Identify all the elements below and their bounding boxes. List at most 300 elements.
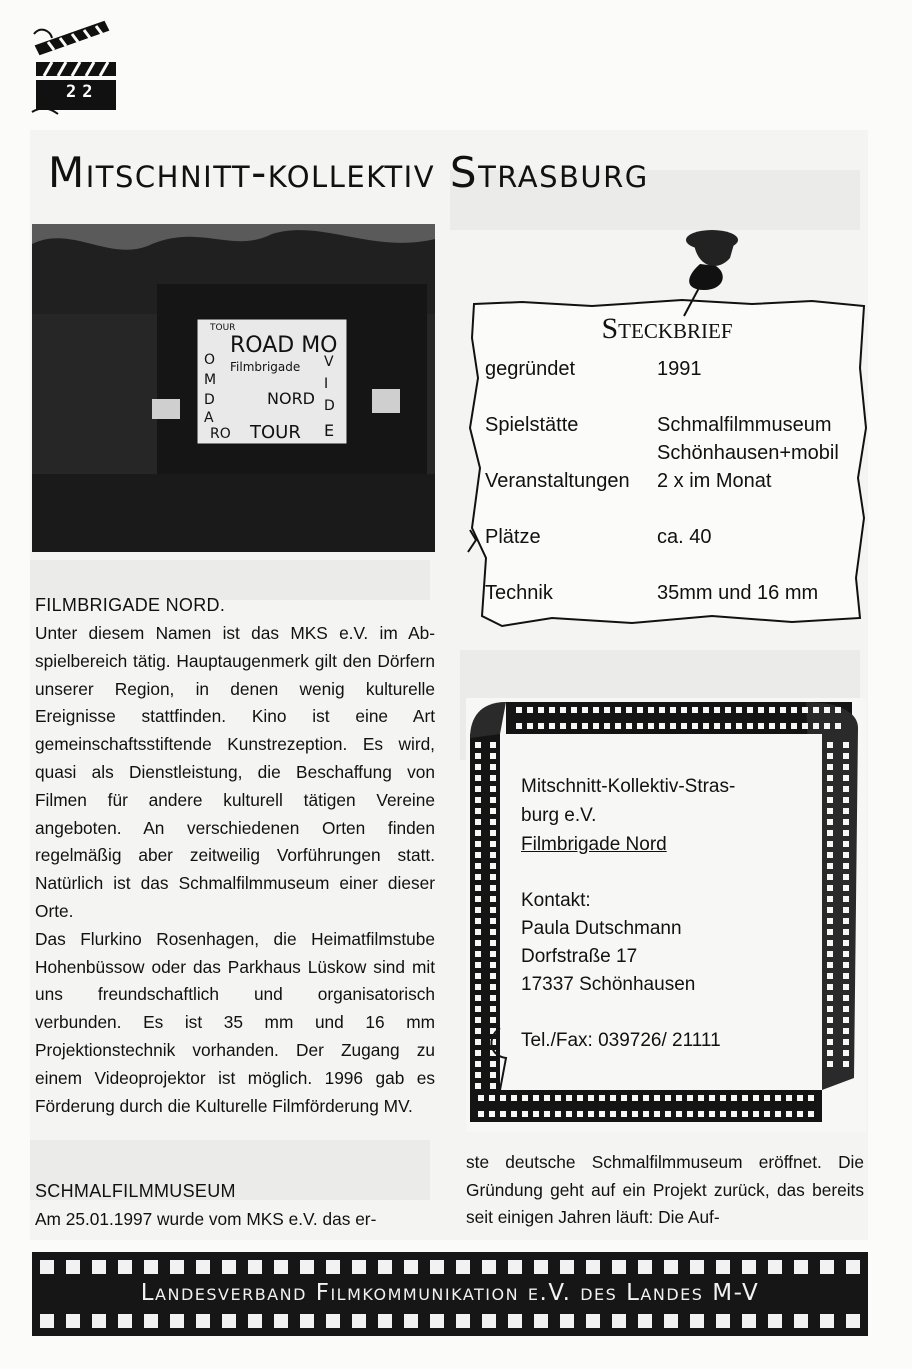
film-perforation [352, 1314, 366, 1328]
film-perforation [843, 1039, 849, 1045]
film-perforation [742, 1314, 756, 1328]
film-perforation [490, 1072, 496, 1078]
film-perforation [533, 1111, 539, 1117]
film-perforation [843, 918, 849, 924]
film-perforation [794, 1314, 808, 1328]
film-perforation [490, 830, 496, 836]
film-perforation [490, 1083, 496, 1089]
film-perforation [638, 1314, 652, 1328]
film-perforation [731, 1095, 737, 1101]
film-perforation [549, 707, 555, 713]
film-perforation [665, 1095, 671, 1101]
film-perforation [490, 973, 496, 979]
film-perforation [490, 797, 496, 803]
film-perforation [538, 723, 544, 729]
film-perforation [843, 1017, 849, 1023]
film-perforation [490, 962, 496, 968]
film-perforation [827, 951, 833, 957]
film-perforation [475, 995, 481, 1001]
film-perforation [676, 1111, 682, 1117]
film-perforation [534, 1260, 548, 1274]
film-perforation [843, 753, 849, 759]
section-body-filmbrigade [35, 620, 435, 1120]
film-perforation [430, 1260, 444, 1274]
film-perforation [475, 852, 481, 858]
film-perforation [516, 707, 522, 713]
film-perforation [747, 707, 753, 713]
film-perforation [843, 775, 849, 781]
film-perforation [725, 723, 731, 729]
film-perforation [843, 786, 849, 792]
film-perforation [664, 1260, 678, 1274]
steckbrief-value: ca. 40 [657, 526, 712, 548]
film-perforation [709, 1095, 715, 1101]
contact-phone: Tel./Fax: 039726/ 21111 [521, 1030, 721, 1051]
film-perforation [775, 1095, 781, 1101]
film-perforation [753, 1095, 759, 1101]
film-perforation [846, 1314, 860, 1328]
film-perforation [478, 1111, 484, 1117]
film-perforation [511, 1111, 517, 1117]
steckbrief-label: Plätze [485, 526, 541, 548]
film-perforation [538, 707, 544, 713]
film-perforation [615, 723, 621, 729]
film-perforation [534, 1314, 548, 1328]
banner [197, 319, 347, 444]
film-perforation [681, 723, 687, 729]
film-perforation [475, 1072, 481, 1078]
film-perforation [698, 1095, 704, 1101]
film-perforation [475, 918, 481, 924]
steckbrief-value: 2 x im Monat [657, 470, 772, 492]
film-perforation [475, 1050, 481, 1056]
film-perforation [475, 896, 481, 902]
film-perforation [786, 1111, 792, 1117]
film-perforation [549, 723, 555, 729]
film-perforation [742, 1095, 748, 1101]
film-perforation [827, 984, 833, 990]
contact-label: Kontakt: [521, 890, 591, 911]
paragraph: ste deutsche Schmalfilmmuseum eröffnet. Die Gründung geht auf ein Projekt zurück, das bereits seit einigen Jahren läuft: Die Auf- [466, 1152, 864, 1227]
film-perforation [827, 929, 833, 935]
film-perforation [490, 896, 496, 902]
film-perforation [769, 707, 775, 713]
contact-group: Filmbrigade Nord [521, 834, 667, 855]
film-perforation [725, 707, 731, 713]
banner-text-2: ROAD MO [230, 333, 338, 358]
film-perforation [571, 723, 577, 729]
film-perforation [612, 1314, 626, 1328]
film-perforation [475, 753, 481, 759]
film-perforation [475, 907, 481, 913]
banner-text-12: TOUR [250, 422, 301, 443]
film-perforation [274, 1314, 288, 1328]
film-perforation [827, 863, 833, 869]
film-perforation [490, 874, 496, 880]
film-perforation [808, 1095, 814, 1101]
film-perforation [692, 707, 698, 713]
steckbrief-label: Technik [485, 582, 553, 604]
film-perforation [827, 852, 833, 858]
film-perforation [66, 1260, 80, 1274]
film-perforation [769, 723, 775, 729]
film-perforation [747, 723, 753, 729]
film-perforation [791, 707, 797, 713]
film-perforation [638, 1260, 652, 1274]
film-perforation [654, 1111, 660, 1117]
film-perforation [820, 1260, 834, 1274]
film-perforation [687, 1095, 693, 1101]
film-perforation [813, 707, 819, 713]
film-perforation [827, 742, 833, 748]
film-perforation [489, 1095, 495, 1101]
film-perforation [222, 1314, 236, 1328]
film-perforation [802, 723, 808, 729]
film-perforation [648, 707, 654, 713]
banner-text-4: V [324, 354, 334, 370]
film-perforation [490, 753, 496, 759]
film-perforation [692, 723, 698, 729]
film-perforation [490, 951, 496, 957]
section-body-schmalfilmmuseum-right [466, 1149, 864, 1232]
film-perforation [843, 874, 849, 880]
film-perforation [577, 1095, 583, 1101]
film-perforation [500, 1111, 506, 1117]
film-perforation [482, 1314, 496, 1328]
film-perforation [610, 1095, 616, 1101]
film-perforation [475, 929, 481, 935]
film-perforation [827, 874, 833, 880]
banner-text-11: D [324, 398, 335, 414]
section-heading-filmbrigade: FILMBRIGADE NORD. [35, 595, 226, 615]
film-perforation [827, 841, 833, 847]
film-perforation [66, 1314, 80, 1328]
film-perforation [835, 723, 841, 729]
film-perforation [490, 742, 496, 748]
film-perforation [378, 1314, 392, 1328]
film-perforation [490, 1061, 496, 1067]
steckbrief-value: 1991 [657, 358, 702, 380]
steckbrief-value: Schmalfilmmuseum [657, 414, 832, 436]
film-perforation [827, 1050, 833, 1056]
film-perforation [508, 1314, 522, 1328]
section-heading-schmalfilmmuseum: SCHMALFILMMUSEUM [35, 1181, 236, 1201]
film-perforation [843, 951, 849, 957]
steckbrief-value: 35mm und 16 mm [657, 582, 819, 604]
film-perforation [659, 723, 665, 729]
film-perforation [687, 1111, 693, 1117]
film-perforation [690, 1260, 704, 1274]
film-perforation [588, 1111, 594, 1117]
film-perforation [786, 1095, 792, 1101]
film-perforation [456, 1314, 470, 1328]
film-perforation [475, 874, 481, 880]
film-perforation [742, 1260, 756, 1274]
film-perforation [475, 742, 481, 748]
film-perforation [665, 1111, 671, 1117]
contact-org-line2: burg e.V. [521, 805, 597, 826]
film-perforation [490, 863, 496, 869]
film-perforation [670, 723, 676, 729]
film-perforation [490, 775, 496, 781]
film-perforation [118, 1260, 132, 1274]
film-perforation [326, 1260, 340, 1274]
film-perforation [843, 819, 849, 825]
film-perforation [703, 723, 709, 729]
film-perforation [170, 1314, 184, 1328]
page-number: 22 [66, 82, 99, 102]
film-perforation [490, 786, 496, 792]
film-perforation [144, 1314, 158, 1328]
contact-street: Dorfstraße 17 [521, 946, 638, 967]
banner-text-14: E [324, 421, 335, 440]
film-perforation [610, 1111, 616, 1117]
film-perforation [475, 984, 481, 990]
film-perforation [843, 1050, 849, 1056]
film-perforation [758, 707, 764, 713]
film-perforation [681, 707, 687, 713]
film-perforation [780, 707, 786, 713]
film-perforation [843, 852, 849, 858]
film-perforation [582, 723, 588, 729]
film-perforation [827, 1061, 833, 1067]
film-perforation [511, 1095, 517, 1101]
film-perforation [843, 742, 849, 748]
film-perforation [827, 1017, 833, 1023]
film-perforation [475, 1083, 481, 1089]
film-perforation [560, 723, 566, 729]
film-perforation [632, 1111, 638, 1117]
film-perforation [599, 1111, 605, 1117]
film-perforation [648, 723, 654, 729]
film-perforation [490, 984, 496, 990]
film-perforation [827, 1039, 833, 1045]
contact-name: Paula Dutschmann [521, 918, 682, 939]
film-perforation [820, 1314, 834, 1328]
film-perforation [571, 707, 577, 713]
banner-text-5: O [204, 352, 216, 368]
film-perforation [632, 1095, 638, 1101]
banner-text-3: Filmbrigade [230, 360, 301, 374]
film-perforation [698, 1111, 704, 1117]
film-perforation [827, 808, 833, 814]
film-perforation [475, 775, 481, 781]
film-perforation [615, 707, 621, 713]
film-perforation [516, 723, 522, 729]
film-perforation [475, 1006, 481, 1012]
banner-text-1: TOUR [210, 323, 236, 333]
film-perforation [482, 1260, 496, 1274]
film-perforation [248, 1260, 262, 1274]
film-perforation [827, 940, 833, 946]
film-perforation [475, 1039, 481, 1045]
film-perforation [92, 1260, 106, 1274]
film-perforation [560, 1314, 574, 1328]
paragraph: Unter diesem Namen ist das MKS e.V. im Abspielbereich tätig. Hauptaugenmerk gilt den Dörfern unserer Region, in denen wenig kulturelle Ereignisse stattfinden. Kino ist eine Art gemeinschaftsstiftende Kunstrezeption. Es wird, quasi als Dienstleistung, die Beschaffung von Filmen für andere kulturell tätigen Vereine angeboten. An verschiedenen Orten finden regelmäßig aber zeitweilig Vorführungen statt. Natürlich ist das Schmalfilmmuseum einer dieser Orte. [35, 623, 435, 921]
film-perforation [490, 819, 496, 825]
film-perforation [753, 1111, 759, 1117]
film-perforation [475, 786, 481, 792]
film-perforation [797, 1111, 803, 1117]
film-perforation [490, 940, 496, 946]
film-perforation [716, 1260, 730, 1274]
banner-text-10: NORD [267, 389, 315, 408]
film-perforation [709, 1111, 715, 1117]
footer-text: Landesverband Filmkommunikation e.V. des Landes M-V [140, 1280, 760, 1306]
film-perforation [843, 929, 849, 935]
film-perforation [843, 841, 849, 847]
steckbrief-label: Veranstaltungen [485, 470, 630, 492]
section-body-schmalfilmmuseum-left: Am 25.01.1997 wurde vom MKS e.V. das er- [35, 1209, 377, 1229]
film-perforation [791, 723, 797, 729]
film-perforation [827, 1028, 833, 1034]
film-perforation [720, 1095, 726, 1101]
film-perforation [222, 1260, 236, 1274]
film-perforation [843, 1028, 849, 1034]
film-perforation [490, 1017, 496, 1023]
film-perforation [664, 1314, 678, 1328]
film-perforation [475, 885, 481, 891]
film-perforation [843, 863, 849, 869]
film-perforation [475, 841, 481, 847]
contact-org-line1: Mitschnitt-Kollektiv-Stras- [521, 776, 736, 797]
film-perforation [780, 723, 786, 729]
film-perforation [827, 918, 833, 924]
steckbrief-title: Steckbrief [601, 312, 733, 345]
film-perforation [827, 786, 833, 792]
film-perforation [170, 1260, 184, 1274]
film-perforation [490, 764, 496, 770]
banner-text-6: M [204, 372, 217, 388]
film-perforation [843, 808, 849, 814]
film-perforation [490, 1006, 496, 1012]
film-perforation [637, 707, 643, 713]
film-perforation [475, 1017, 481, 1023]
film-perforation [731, 1111, 737, 1117]
film-perforation [690, 1314, 704, 1328]
film-perforation [808, 1111, 814, 1117]
film-perforation [843, 1006, 849, 1012]
page-title: Mitschnitt-kollektiv Strasburg [48, 148, 649, 197]
film-perforation [827, 830, 833, 836]
film-perforation [593, 707, 599, 713]
paragraph: Das Flurkino Rosenhagen, die Heimatfilmstube Hohenbüssow oder das Parkhaus Lüskow sind mit uns freundschaftlich und organisatorisch verbunden. Es ist 35 mm und 16 mm Projektionstechnik vorhanden. Der Zugang zu einem Videoprojektor ist möglich. 1996 gab es Förderung durch die Kulturelle Filmförderung MV. [35, 928, 435, 1116]
film-perforation [794, 1260, 808, 1274]
film-perforation [475, 973, 481, 979]
film-perforation [659, 707, 665, 713]
film-perforation [621, 1111, 627, 1117]
film-strip-frame [466, 698, 866, 1132]
film-perforation [827, 995, 833, 1001]
film-perforation [827, 764, 833, 770]
film-perforation [544, 1111, 550, 1117]
film-perforation [843, 984, 849, 990]
film-perforation [522, 1095, 528, 1101]
film-perforation [326, 1314, 340, 1328]
film-perforation [716, 1314, 730, 1328]
steckbrief-label: gegründet [485, 358, 576, 380]
film-perforation [248, 1314, 262, 1328]
film-perforation [456, 1260, 470, 1274]
steckbrief-label: Spielstätte [485, 414, 579, 436]
film-perforation [827, 819, 833, 825]
film-perforation [714, 707, 720, 713]
film-perforation [827, 907, 833, 913]
film-perforation [775, 1111, 781, 1117]
film-perforation [843, 885, 849, 891]
film-perforation [475, 797, 481, 803]
film-perforation [40, 1260, 54, 1274]
film-perforation [768, 1314, 782, 1328]
film-perforation [527, 723, 533, 729]
film-perforation [144, 1260, 158, 1274]
film-perforation [670, 707, 676, 713]
film-perforation [764, 1111, 770, 1117]
film-perforation [643, 1111, 649, 1117]
film-perforation [475, 808, 481, 814]
film-perforation [566, 1095, 572, 1101]
film-perforation [300, 1260, 314, 1274]
film-perforation [835, 707, 841, 713]
film-perforation [475, 830, 481, 836]
film-perforation [843, 962, 849, 968]
film-perforation [490, 907, 496, 913]
film-perforation [637, 723, 643, 729]
banner-text-9: A [204, 410, 214, 426]
film-perforation [500, 1095, 506, 1101]
film-perforation [626, 707, 632, 713]
film-perforation [577, 1111, 583, 1117]
film-perforation [490, 918, 496, 924]
film-perforation [475, 863, 481, 869]
clapperboard-icon [30, 16, 120, 124]
film-perforation [843, 1061, 849, 1067]
banner-text-8: I [324, 376, 329, 392]
film-perforation [703, 707, 709, 713]
film-perforation [475, 1028, 481, 1034]
film-perforation [527, 707, 533, 713]
film-perforation [827, 973, 833, 979]
film-perforation [827, 885, 833, 891]
film-perforation [475, 962, 481, 968]
film-perforation [586, 1260, 600, 1274]
event-photo [32, 224, 435, 552]
film-perforation [764, 1095, 770, 1101]
film-perforation [489, 1111, 495, 1117]
film-perforation [300, 1314, 314, 1328]
film-perforation [274, 1260, 288, 1274]
film-perforation [404, 1314, 418, 1328]
film-perforation [736, 707, 742, 713]
film-perforation [654, 1095, 660, 1101]
film-perforation [720, 1111, 726, 1117]
film-perforation [586, 1314, 600, 1328]
film-perforation [813, 723, 819, 729]
film-perforation [843, 940, 849, 946]
film-perforation [824, 707, 830, 713]
film-perforation [843, 764, 849, 770]
film-perforation [827, 753, 833, 759]
film-perforation [118, 1314, 132, 1328]
film-perforation [676, 1095, 682, 1101]
film-perforation [714, 723, 720, 729]
film-perforation [599, 1095, 605, 1101]
film-perforation [196, 1260, 210, 1274]
film-perforation [430, 1314, 444, 1328]
film-perforation [643, 1095, 649, 1101]
film-perforation [508, 1260, 522, 1274]
film-perforation [827, 775, 833, 781]
